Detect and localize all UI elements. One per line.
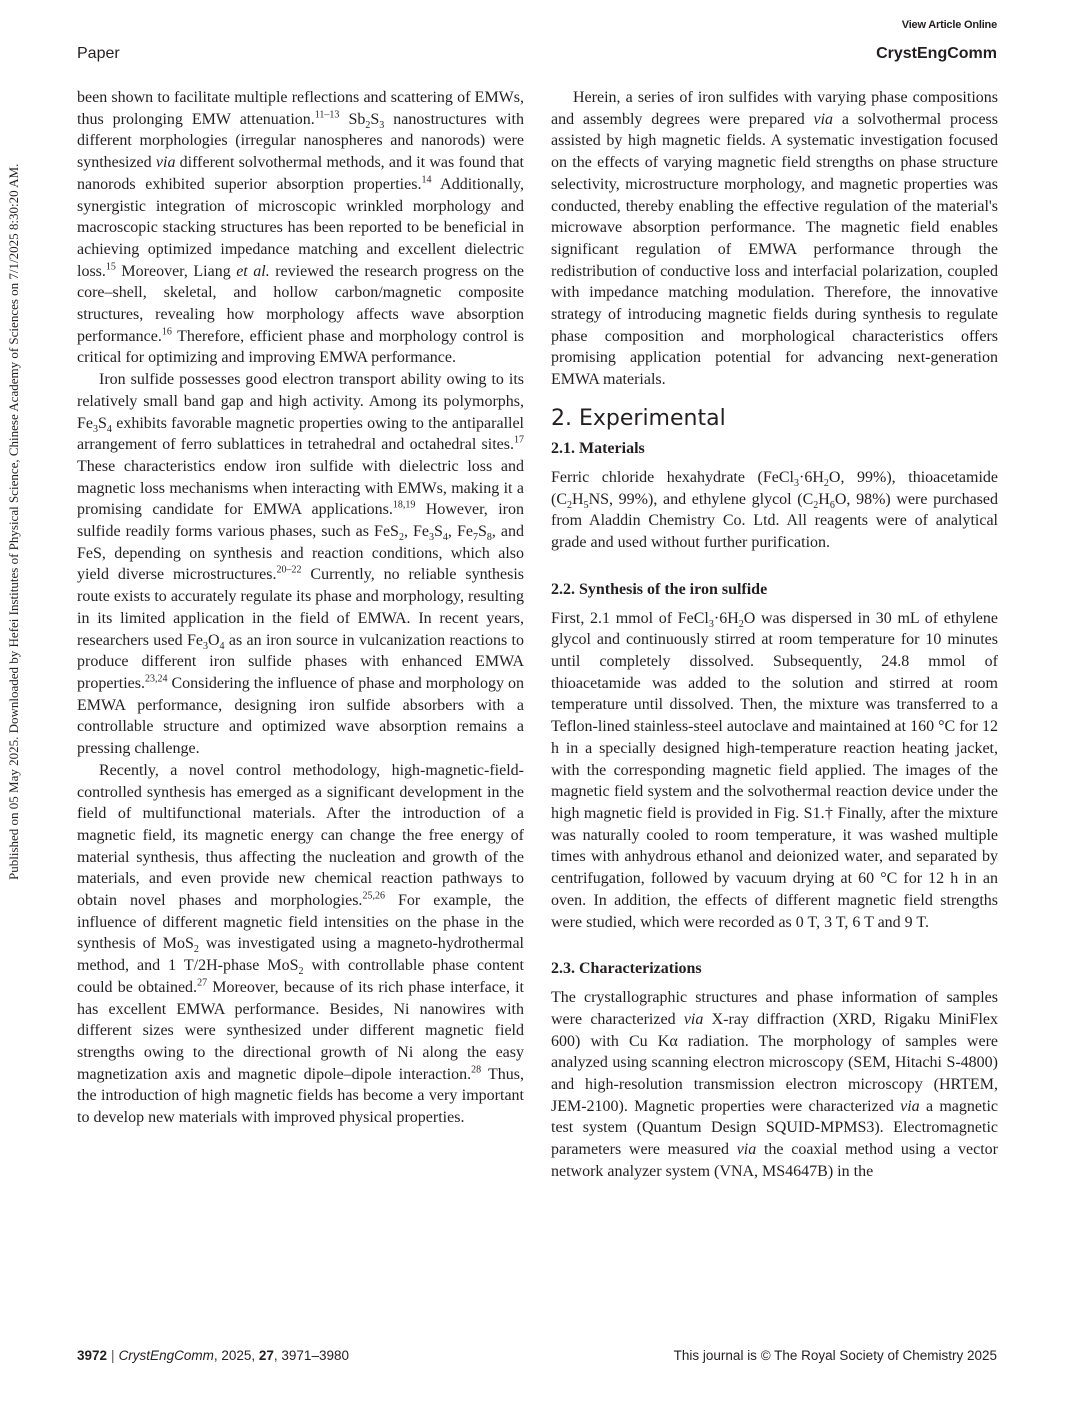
running-header-article-type: Paper bbox=[77, 45, 120, 62]
subsection-heading-synthesis: 2.2. Synthesis of the iron sulfide bbox=[551, 580, 768, 598]
paragraph-materials: Ferric chloride hexahydrate ($FeCl_3\cdot 6H_2O$, 99%), thioacetamide ($C_2H_5NS$, 99%), and ethylene glycol ($C_2H_6O$, 98%) were purchased from Aladdin Chemistry Co. Ltd. All reagents were of analytical grade and used without further purification. bbox=[551, 468, 998, 551]
citation[interactable]: 25,26 bbox=[362, 890, 385, 902]
publication-side-note: Published on 05 May 2025. Downloaded by Hefei Institutes of Physical Science, Chinese Academy of Sciences on 7/1/2025 8:30:20 AM. bbox=[6, 163, 21, 880]
footer-volume: 27 bbox=[258, 1348, 274, 1363]
citation[interactable]: 28 bbox=[471, 1064, 482, 1076]
paragraph-continued: been shown to facilitate multiple reflections and scattering of EMWs, thus prolonging EMW attenuation.$^{11-13}$ $Sb_2S_3$ nanostructures with different morphologies (irregular nanospheres and nanorods) were synthesized via different solvothermal methods, and it was found that nanorods exhibited superior absorption properties.$^{14}$ Additionally, synergistic integration of microscopic wrinkled morphology and macroscopic stacking structures has been reported to be beneficial in achieving optimized impedance matching and excellent dielectric loss.$^{15}$ Moreover, Liang et al. reviewed the research progress on the core–shell, skeletal, and hollow carbon/magnetic composite structures, revealing how morphology affects wave absorption performance.$^{16}$ Therefore, efficient phase and morphology control is critical for optimizing and improving EMWA performance. bbox=[77, 89, 525, 367]
citation[interactable]: 17 bbox=[514, 434, 524, 446]
citation[interactable]: 14 bbox=[421, 174, 432, 186]
footer-journal-name: CrystEngComm bbox=[118, 1348, 214, 1363]
footer-copyright: This journal is © The Royal Society of Chemistry 2025 bbox=[673, 1348, 997, 1363]
running-header-journal: CrystEngComm bbox=[876, 45, 997, 62]
paragraph-characterizations: The crystallographic structures and phase information of samples were characterized via X-ray diffraction (XRD, Rigaku MiniFlex 600) with Cu Kα radiation. The morphology of samples were analyzed using scanning electron microscopy (SEM, Hitachi S-4800) and high-resolution transmission electron microscopy (HRTEM, JEM-2100). Magnetic properties were characterized via a magnetic test system (Quantum Design SQUID-MPMS3). Electromagnetic parameters were measured via the coaxial method using a vector network analyzer system (VNA, MS4647B) in the bbox=[551, 989, 999, 1180]
footer-page-range: , 3971–3980 bbox=[273, 1348, 349, 1363]
paragraph-magnetic-field-synthesis: Recently, a novel control methodology, high-magnetic-field-controlled synthesis has emerged as a significant development in the field of multifunctional materials. After the introduction of a magnetic field, its magnetic energy can change the free energy of material synthesis, thus affecting the nucleation and growth of the materials, and even provide new chemical reaction pathways to obtain novel phases and morphologies.$^{25,26}$ For example, the influence of different magnetic field intensities on the phase in the synthesis of MoS$_2$ was investigated using a magneto-hydrothermal method, and 1 T/2H-phase MoS$_2$ with controllable phase content could be obtained.$^{27}$ Moreover, because of its rich phase interface, it has excellent EMWA performance. Besides, Ni nanowires with different sizes were synthesized under different magnetic field strengths owing to the directional growth of Ni along the easy magnetization axis and magnetic dipole–dipole interaction.$^{28}$ Thus, the introduction of high magnetic fields has become a very important to develop new materials with improved physical properties. bbox=[77, 761, 525, 1127]
page-number: 3972 bbox=[77, 1348, 108, 1363]
citation[interactable]: 15 bbox=[105, 261, 116, 273]
citation[interactable]: 20–22 bbox=[276, 565, 302, 577]
subsection-heading-materials: 2.1. Materials bbox=[551, 439, 645, 457]
footer-citation: 3972 | CrystEngComm, 2025, 27, 3971–3980 bbox=[77, 1348, 349, 1363]
left-column bbox=[77, 87, 524, 1129]
paragraph-synthesis: First, 2.1 mmol of $FeCl_3\cdot 6H_2O$ was dispersed in 30 mL of ethylene glycol and continuously stirred at room temperature for 10 minutes until completely dissolved. Subsequently, 24.8 mmol of thioacetamide was added to the solution and stirred at room temperature until dissolved. Then, the mixture was transferred to a Teflon-lined stainless-steel autoclave and maintained at 160 °C for 12 h in a specially designed high-temperature reaction heating jacket, with the corresponding magnetic field applied. The images of the magnetic field system and the solvothermal reaction device under the high magnetic field is provided in Fig. S1.† Finally, after the mixture was naturally cooled to room temperature, it was washed multiple times with anhydrous ethanol and deionized water, and separated by centrifugation, followed by vacuum drying at 60 °C for 12 h in an oven. In addition, the effects of different magnetic field strengths were studied, which were recorded as 0 T, 3 T, 6 T and 9 T. bbox=[551, 609, 998, 931]
paragraph-herein: Herein, a series of iron sulfides with varying phase compositions and assembly degrees were prepared via a solvothermal process assisted by high magnetic fields. A systematic investigation focused on the effects of varying magnetic field strengths on phase structure selectivity, microstructure morphology, and magnetic properties was conducted, thereby enabling the effective regulation of the material's microwave absorption performance. The magnetic field enables significant regulation of EMWA performance through the redistribution of conductive loss and interfacial polarization, coupled with impedance matching modulation. Therefore, the innovative strategy of introducing magnetic fields during synthesis to regulate phase composition and morphological characteristics offers promising application potential for advancing next-generation EMWA materials. bbox=[551, 89, 999, 389]
citation[interactable]: 11–13 bbox=[314, 109, 340, 121]
citation[interactable]: 23,24 bbox=[144, 673, 168, 685]
right-column bbox=[551, 87, 998, 1183]
citation[interactable]: 27 bbox=[197, 977, 208, 989]
section-heading-experimental: 2. Experimental bbox=[551, 405, 726, 431]
citation[interactable]: 16 bbox=[161, 326, 172, 338]
view-article-online-link[interactable]: View Article Online bbox=[901, 19, 997, 31]
paragraph-iron-sulfide: Iron sulfide possesses good electron transport ability owing to its relatively small band gap and high activity. Among its polymorphs, $Fe_3S_4$ exhibits favorable magnetic properties owing to the antiparallel arrangement of ferro sublattices in tetrahedral and octahedral sites.$^{17}$ These characteristics endow iron sulfide with dielectric loss and magnetic loss mechanisms when interacting with EMWs, making it a promising candidate for EMWA applications.$^{18,19}$ However, iron sulfide readily forms various phases, such as FeS$_2$, $Fe_3S_4$, $Fe_7S_8$, and FeS, depending on synthesis and reaction conditions, which also yield diverse microstructures.$^{20-22}$ Currently, no reliable synthesis route exists to accurately regulate its phase and morphology, resulting in its limited application in the field of EMWA. In recent years, researchers used $Fe_3O_4$ as an iron source in vulcanization reactions to produce different iron sulfide phases with enhanced EMWA properties.$^{23,24}$ Considering the influence of phase and morphology on EMWA performance, designing iron sulfide absorbers with a controllable structure and optimized wave absorption remains a pressing challenge. bbox=[77, 371, 525, 758]
citation[interactable]: 18,19 bbox=[392, 500, 416, 512]
subsection-heading-characterizations: 2.3. Characterizations bbox=[551, 960, 702, 978]
footer-separator: | bbox=[111, 1348, 115, 1363]
